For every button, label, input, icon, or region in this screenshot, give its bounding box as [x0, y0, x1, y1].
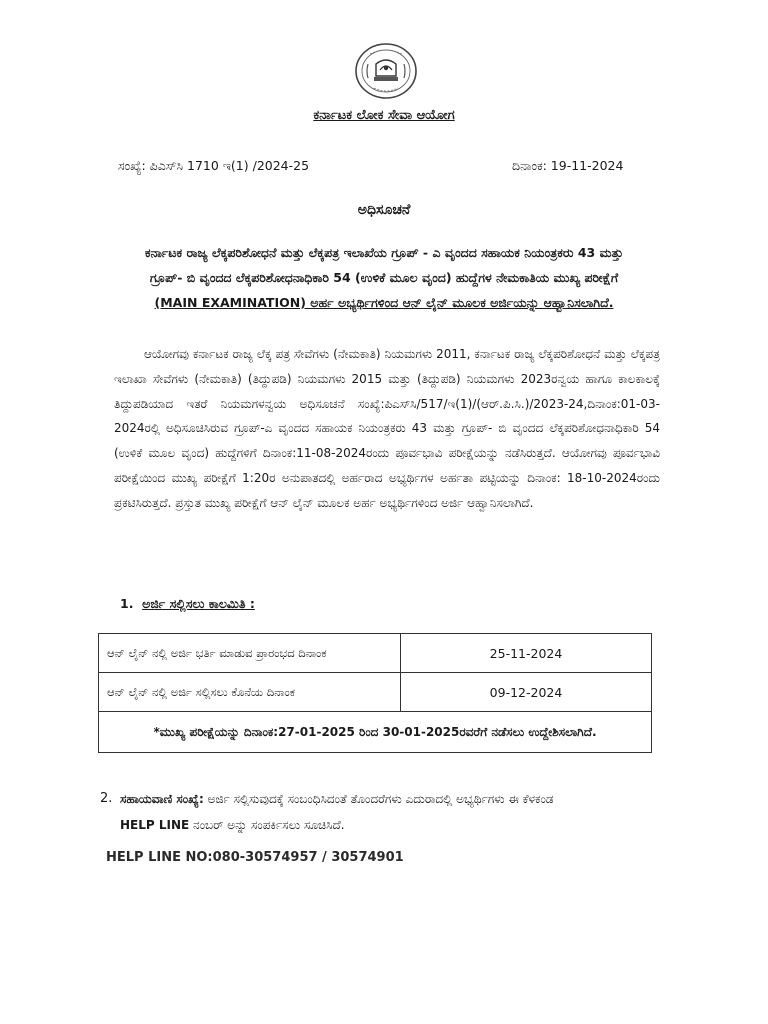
- subject-line-1: ಕರ್ನಾಟಕ ರಾಜ್ಯ ಲೆಕ್ಕಪರಿಶೋಧನೆ ಮತ್ತು ಲೆಕ್ಕಪತ್ರ ಇಲಾಖೆಯ ಗ್ರೂಪ್ - ಎ ವೃಂದದ ಸಹಾಯಕ ನಿಯಂತ್ರಕರು 43 ಮತ್ತು: [144, 245, 624, 260]
- section-2-text: [120, 786, 680, 838]
- notification-date: ದಿನಾಂಕ: 19-11-2024: [512, 158, 624, 173]
- section-2-text-1: ಅರ್ಜಿ ಸಲ್ಲಿಸುವುದಕ್ಕೆ ಸಂಬಂಧಿಸಿದಂತೆ ತೊಂದರೆಗಳು ಎದುರಾದಲ್ಲಿ ಅಭ್ಯರ್ಥಿಗಳು ಈ ಕೆಳಕಂಡ: [203, 792, 554, 806]
- section-1-number: 1.: [120, 596, 134, 611]
- section-2-title: ಸಹಾಯವಾಣಿ ಸಂಖ್ಯೆ:: [120, 792, 204, 806]
- table-row: [99, 673, 652, 712]
- table-row: [99, 712, 652, 753]
- last-date-label: ಆನ್ ಲೈನ್ ನಲ್ಲಿ ಅರ್ಜಿ ಸಲ್ಲಿಸಲು ಕೊನೆಯ ದಿನಾಂಕ: [99, 673, 401, 712]
- notification-subject: [104, 240, 664, 315]
- table-row: [99, 634, 652, 673]
- subject-line-2: ಗ್ರೂಪ್- ಬಿ ವೃಂದದ ಲೆಕ್ಕಪರಿಶೋಧನಾಧಿಕಾರಿ 54 (ಉಳಿಕೆ ಮೂಲ ವೃಂದ) ಹುದ್ದೆಗಳ ನೇಮಕಾತಿಯ ಮುಖ್ಯ ಪರೀಕ್ಷೆಗೆ: [149, 270, 619, 285]
- organization-name: ಕರ್ನಾಟಕ ಲೋಕ ಸೇವಾ ಆಯೋಗ: [313, 108, 455, 123]
- section-1-heading: [120, 596, 255, 612]
- last-date-value: 09-12-2024: [401, 673, 652, 712]
- notification-heading: ಅಧಿಸೂಚನೆ: [357, 202, 411, 218]
- helpline-number: HELP LINE NO:080-30574957 / 30574901: [106, 850, 404, 865]
- dates-table: [98, 633, 652, 753]
- exam-date-note: *ಮುಖ್ಯ ಪರೀಕ್ಷೆಯನ್ನು ದಿನಾಂಕ:27-01-2025 ರಿಂದ 30-01-2025ರವರೆಗೆ ನಡೆಸಲು ಉದ್ದೇಶಿಸಲಾಗಿದೆ.: [99, 712, 652, 753]
- section-2-helpline-word: HELP LINE: [120, 818, 190, 832]
- section-2: [100, 786, 680, 838]
- start-date-label: ಆನ್ ಲೈನ್ ನಲ್ಲಿ ಅರ್ಜಿ ಭರ್ತಿ ಮಾಡುವ ಪ್ರಾರಂಭದ ದಿನಾಂಕ: [99, 634, 401, 673]
- section-1-title: ಅರ್ಜಿ ಸಲ್ಲಿಸಲು ಕಾಲಮಿತಿ :: [142, 596, 255, 611]
- karnataka-emblem-icon: [354, 42, 418, 100]
- body-paragraph: ಆಯೋಗವು ಕರ್ನಾಟಕ ರಾಜ್ಯ ಲೆಕ್ಕ ಪತ್ರ ಸೇವೆಗಳು (ನೇಮಕಾತಿ) ನಿಯಮಗಳು 2011, ಕರ್ನಾಟಕ ರಾಜ್ಯ ಲೆಕ್ಕಪರಿಶೋಧನೆ ಮತ್ತು ಲೆಕ್ಕಪತ್ರ ಇಲಾಖಾ ಸೇವೆಗಳು (ನೇಮಕಾತಿ) (ತಿದ್ದುಪಡಿ) ನಿಯಮಗಳು 2015 ಮತ್ತು (ತಿದ್ದುಪಡಿ) ನಿಯಮಗಳು 2023ರನ್ವಯ ಹಾಗೂ ಕಾಲಕಾಲಕ್ಕೆ ತಿದ್ದುಪಡಿಯಾದ ಇತರೆ ನಿಯಮಗಳನ್ವಯ ಅಧಿಸೂಚನೆ ಸಂಖ್ಯೆ:ಪಿಎಸ್‌ಸಿ/517/ಇ(1)/(ಆರ್.ಪಿ.ಸಿ.)/2023-24,ದಿನಾಂಕ:01-03-2024ರಲ್ಲಿ ಅಧಿಸೂಚಿಸಿರುವ ಗ್ರೂಪ್-ಎ ವೃಂದದ ಸಹಾಯಕ ನಿಯಂತ್ರಕರು 43 ಮತ್ತು ಗ್ರೂಪ್- ಬಿ ವೃಂದದ ಲೆಕ್ಕಪರಿಶೋಧನಾಧಿಕಾರಿ 54 (ಉಳಿಕೆ ಮೂಲ ವೃಂದ) ಹುದ್ದೆಗಳಿಗೆ ದಿನಾಂಕ:11-08-2024ರಂದು ಪೂರ್ವಭಾವಿ ಪರೀಕ್ಷೆಯನ್ನು ನಡೆಸಿರುತ್ತದೆ. ಆಯೋಗವು ಪೂರ್ವಭಾವಿ ಪರೀಕ್ಷೆಯಿಂದ ಮುಖ್ಯ ಪರೀಕ್ಷೆಗೆ 1:20ರ ಅನುಪಾತದಲ್ಲಿ ಅರ್ಹರಾದ ಅಭ್ಯರ್ಥಿಗಳ ಅರ್ಹತಾ ಪಟ್ಟಿಯನ್ನು ದಿನಾಂಕ: 18-10-2024ರಂದು ಪ್ರಕಟಿಸಿರುತ್ತದೆ. ಪ್ರಸ್ತುತ ಮುಖ್ಯ ಪರೀಕ್ಷೆಗೆ ಆನ್ ಲೈನ್ ಮೂಲಕ ಅರ್ಹ ಅಭ್ಯರ್ಥಿಗಳಿಂದ ಅರ್ಜಿ ಆಹ್ವಾನಿಸಲಾಗಿದೆ.: [114, 347, 660, 510]
- section-2-text-2: ನಂಬರ್ ಅನ್ನು ಸಂಪರ್ಕಿಸಲು ಸೂಚಿಸಿದೆ.: [189, 818, 345, 832]
- subject-line-3: (MAIN EXAMINATION) ಅರ್ಹ ಅಭ್ಯರ್ಥಿಗಳಿಂದ ಆನ್ ಲೈನ್ ಮೂಲಕ ಅರ್ಜಿಯನ್ನು ಆಹ್ವಾನಿಸಲಾಗಿದೆ.: [154, 295, 614, 310]
- reference-number: ಸಂಖ್ಯೆ: ಪಿಎಸ್‌ಸಿ 1710 ಇ(1) /2024-25: [118, 158, 310, 173]
- start-date-value: 25-11-2024: [401, 634, 652, 673]
- section-2-number: 2.: [100, 791, 113, 806]
